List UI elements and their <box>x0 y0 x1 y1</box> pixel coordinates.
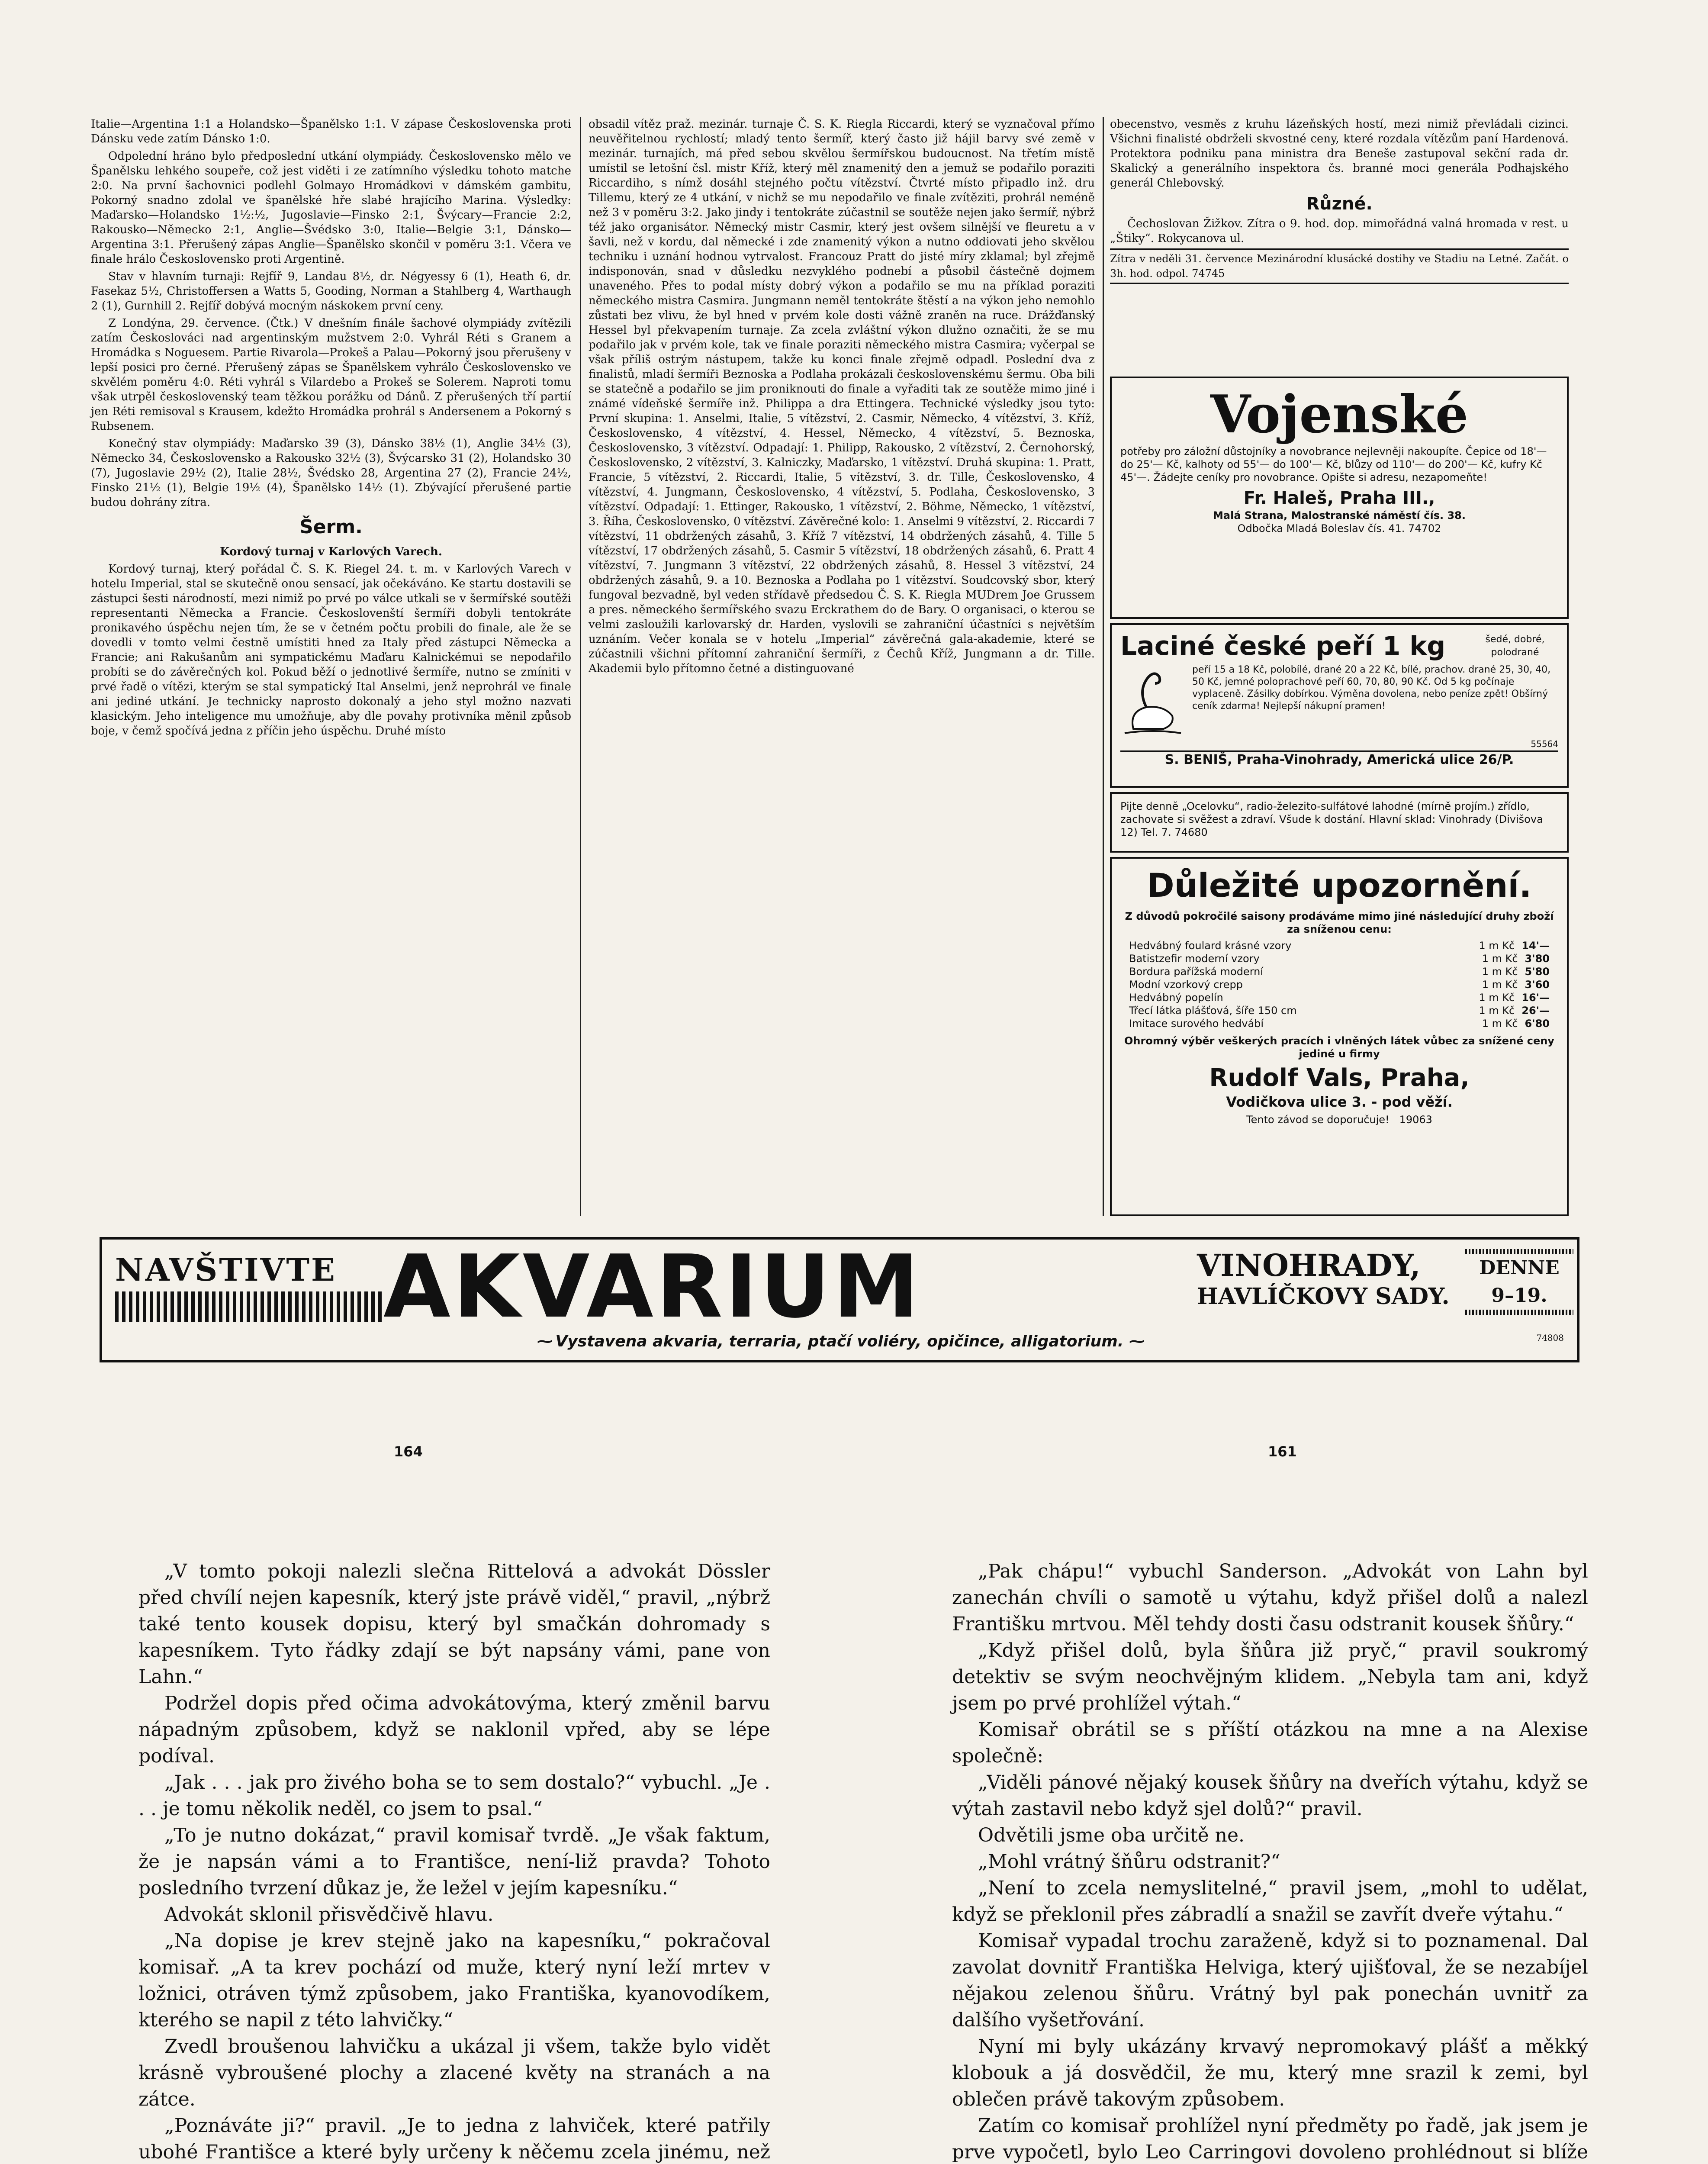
column-divider <box>1103 117 1104 1216</box>
ad-peri-title: Laciné české peří 1 kg <box>1120 631 1446 661</box>
banner-left-text: NAVŠTIVTE <box>115 1251 337 1288</box>
book-paragraph: Zvedl broušenou lahvičku a ukázal ji všem, takže bylo vidět krásně vybroušené plochy a zlacené květy na stranách a na zátce. <box>138 2035 770 2110</box>
price-row <box>1129 1004 1550 1017</box>
ad-vojenske <box>1110 377 1569 619</box>
left-column <box>91 117 571 741</box>
banner-right1: VINOHRADY, <box>1197 1247 1421 1283</box>
ad-peri <box>1110 623 1569 788</box>
book-paragraph: „Když přišel dolů, byla šňůra již pryč,“ pravil soukromý detektiv se svým neochvějným klidem. „Nebyla tam ani, když jsem po prvé prohlížel výtah.“ <box>952 1639 1588 1714</box>
book-page-left <box>138 1558 770 2164</box>
price-row <box>1129 978 1550 991</box>
price-item-unit: 1 m Kč <box>1479 992 1515 1004</box>
page-number-left: 164 <box>394 1443 423 1460</box>
price-item-name: Bordura pařížská moderní <box>1129 966 1264 978</box>
book-paragraph: „V tomto pokoji nalezli slečna Rittelová a advokát Dössler před chvílí nejen kapesník, který jste právě viděl,“ pravil, „nýbrž také tento kousek dopisu, který byl smačkán dohromady s kapesníkem. Tyto řádky zdají se být napsány vámi, pane von Lahn.“ <box>138 1560 770 1688</box>
ad-code: 74808 <box>1536 1333 1564 1343</box>
price-item-price: 26'— <box>1521 1005 1550 1017</box>
price-item-name: Imitace surového hedvábí <box>1129 1018 1264 1030</box>
page-number-right: 161 <box>1268 1443 1297 1460</box>
book-paragraph: „Na dopise je krev stejně jako na kapesníku,“ pokračoval komisař. „A ta krev pochází od muže, který nyní leží mrtev v ložnici, otráven týmž způsobem, jako Františka, kyanovodíkem, kterého se napil z této lahvičky.“ <box>138 1930 770 2031</box>
ad-vals-intro: Z důvodů pokročilé saisony prodáváme mimo jiné následující druhy zboží za sníženou cenu: <box>1125 910 1554 935</box>
price-item-unit: 1 m Kč <box>1482 953 1518 965</box>
banner-stripes <box>1465 1249 1573 1254</box>
book-paragraph: Advokát sklonil přisvědčivě hlavu. <box>164 1903 494 1926</box>
akvarium-banner <box>100 1237 1579 1362</box>
price-item-price: 3'60 <box>1525 979 1550 991</box>
ad-vojenske-branch: Odbočka Mladá Boleslav čís. 41. 74702 <box>1237 522 1441 535</box>
banner-stripes <box>115 1291 383 1322</box>
banner-left <box>115 1253 383 1322</box>
serm-paragraph: obecenstvo, vesměs z kruhu lázeňských hostí, mezi nimiž převládali cizinci. Všichni finalisté obdrželi skvostné ceny, které rozdala vítězům paní Hardenová. Protektora podniku pana ministra dra Beneše zastupoval sekční rada dr. Skalický a generálního inspektora čs. branné moci generála Podhajského generál Chlebovský. <box>1110 118 1569 190</box>
ad-vals-address: Vodičkova ulice 3. - pod věží. <box>1226 1094 1453 1110</box>
price-item-unit: 1 m Kč <box>1482 1018 1518 1030</box>
serm-paragraph: Kordový turnaj, který pořádal Č. S. K. Riegel 24. t. m. v Karlových Varech v hotelu Imperial, stal se skutečně onou sensací, jak očekáváno. Ke startu dostavili se zástupci šesti národností, mezi nimiž po prvé po válce utkali se v šermířské soutěži representanti Německa a Francie. Českoslovenští šermíři dobyli tentokráte pronikavého úspěchu nejen tím, že se v četném počtu probili do finale, ale že se dovedli v tomto velmi čestně umístiti hned za Italy před zástupci Německa a Francie; ani Rakušanům ani sympatickému Maďaru Kalnickémui se nepodařilo probíti se do závěrečných kol. Pokud běží o jednotlivé šermíře, nutno se zmíniti v prvé řadě o vítězi, kterým se stal sympatický Ital Anselmi, jenž neprohrál ve finale ani jediné utkání. Je technicky naprosto dokonalý a jeho styl možno nazvati klasickým. Jeho inteligence mu umožňuje, aby dle povahy protivníka měnil způsob boje, v čemž spočívá jedna z příčin jeho úspěchu. Druhé místo <box>91 563 571 737</box>
banner-bottom-text: Vystavena akvaria, terraria, ptačí voliéry, opičince, alligatorium. <box>555 1333 1124 1350</box>
price-list <box>1129 939 1550 1030</box>
column-divider <box>580 117 581 1216</box>
ad-vojenske-text: potřeby pro záložní důstojníky a novobrance nejlevněji nakoupíte. Čepice od 18'— do 25'— Kč, kalhoty od 55'— do 100'— Kč, blůzy od 110'— do 200'— Kč, kufry Kč 45'—. Žádejte ceníky pro novobrance. Opište si adresu, nezapomeňte! <box>1120 445 1547 483</box>
ad-vojenske-firm: Fr. Haleš, Praha III., <box>1243 488 1435 508</box>
serm-heading: Šerm. <box>299 516 363 538</box>
ad-ocelovka <box>1110 792 1569 853</box>
book-paragraph: „Není to zcela nemyslitelné,“ pravil jsem, „mohl to udělat, když se překlonil přes zábradlí a snažil se zavřít dveře výtahu.“ <box>952 1877 1588 1926</box>
ad-peri-header <box>1120 631 1558 661</box>
ruzne-heading: Různé. <box>1306 194 1373 214</box>
banner-right <box>1197 1248 1450 1311</box>
book-page-right <box>952 1558 1588 2164</box>
ad-vals-footer: Tento závod se doporučuje! 19063 <box>1246 1114 1432 1126</box>
price-item-name: Hedvábný foulard krásné vzory <box>1129 940 1292 952</box>
ad-peri-text: peří 15 a 18 Kč, polobílé, drané 20 a 22 Kč, bílé, prachov. drané 25, 30, 40, 50 Kč, jemné poloprachové peří 60, 70, 80, 90 Kč. Od 5 kg počínaje vyplaceně. Zásilky dobírkou. Výměna dovolena, nebo peníze zpět! Obšírný ceník zdarma! Nejlepší nákupní pramen! <box>1192 664 1551 712</box>
race-notice: Zítra v neděli 31. července Mezinárodní klusácké dostihy ve Stadiu na Letné. Začát. o 3h. hod. odpol. 74745 <box>1110 248 1569 284</box>
chess-paragraph: Italie—Argentina 1:1 a Holandsko—Španělsko 1:1. V zápase Československa proti Dánsku vede zatím Dánsko 1:0. <box>91 118 571 145</box>
banner-bottom <box>102 1333 1577 1350</box>
book-paragraph: Podržel dopis před očima advokátovýma, který změnil barvu nápadným způsobem, když se naklonil vpřed, aby se lépe podíval. <box>138 1692 770 1767</box>
ad-peri-side: šedé, dobré, polodrané <box>1485 634 1545 658</box>
swan-icon <box>1120 664 1185 737</box>
price-row <box>1129 991 1550 1004</box>
price-item-name: Hedvábný popelín <box>1129 992 1223 1004</box>
price-item-name: Batistzefir moderní vzory <box>1129 953 1260 965</box>
chess-paragraph: Odpolední hráno bylo předposlední utkání olympiády. Československo mělo ve Španělsku lehkého soupeře, což jest viděti i ze zatímního výsledku tohoto matche 2:0. Na první šachovnici podlehl Golmayo Hromádkovi v dámském gambitu, Pokorný snadno zdolal ve španělské hře slabé hrajícího Marina. Výsledky: Maďarsko—Holandsko 1½:½, Jugoslavie—Finsko 2:1, Švýcary—Francie 2:2, Rakousko—Německo 2:1, Anglie—Švédsko 3:0, Italie—Belgie 3:1, Dánsko—Argentina 3:1. Přerušený zápas Anglie—Španělsko skončil v poměru 3:1. Včera ve finale hrálo Československo proti Argentině. <box>91 150 571 266</box>
serm-subheading: Kordový turnaj v Karlových Varech. <box>220 545 442 558</box>
banner-swirl: ⁓ <box>1123 1333 1142 1350</box>
ad-vojenske-title: Vojenské <box>1210 384 1469 445</box>
book-paragraph: Nyní mi byly ukázány krvavý nepromokavý plášť a měkký klobouk a já dosvědčil, že mu, který mne srazil k zemi, byl oblečen právě takovým způsobem. <box>952 2035 1588 2110</box>
price-item-price: 16'— <box>1521 992 1550 1004</box>
ruzne-paragraph: Čechoslovan Žižkov. Zítra o 9. hod. dop. mimořádná valná hromada v rest. u „Štiky“. Rokycanova ul. <box>1110 217 1569 245</box>
banner-swirl: ⁓ <box>537 1333 556 1350</box>
ad-vals-outro: Ohromný výběr veškerých pracích i vlněných látek vůbec za snížené ceny jediné u firmy <box>1124 1035 1554 1060</box>
book-paragraph: Komisař vypadal trochu zaraženě, když si to poznamenal. Dal zavolat dovnitř Františka Helviga, který ujišťoval, že se nezabíjel nějakou zelenou šňůru. Vrátný byl pak ponechán uvnitř za dalšího vyšetřování. <box>952 1930 1588 2031</box>
book-paragraph: „Poznáváte ji?“ pravil. „Je to jedna z lahviček, které patřily ubohé Františce a které byly určeny k něčemu zcela jinému, než <box>138 2115 770 2163</box>
banner-hours-box <box>1465 1249 1573 1315</box>
serm-paragraph: obsadil vítěz praž. mezinár. turnaje Č. S. K. Riegla Riccardi, který se vyznačoval přímo neuvěřitelnou rychlostí; mladý tento šermíř, který často již hájil barvy své země v mezinár. turnajích, má před sebou skvělou šermířskou budoucnost. Na třetím místě umístil se letošní čsl. mistr Kříž, který měl znamenitý den a jemuž se podařilo poraziti Riccardiho, s nímž dosáhl stejného počtu vítězství. Čtvrté místo připadlo inž. dru Tillemu, který ze 4 utkání, v nichž se mu nepodařilo ve finale zvítěziti, prohrál neméně než 3 v poměru 3:2. Jako jindy i tentokráte zúčastnil se soutěže nejen jako šermíř, nýbrž též jako organisátor. Německý mistr Casmir, který jest ovšem silnější ve fleuretu a v šavli, než v kordu, dal německé i zde znamenitý výkon a nutno oddiovati jeho skvělou techniku i uznání hodnou vytrvalost. Francouz Pratt do jisté míry zklamal; byl zřejmě indisponován, snad v důsledku nezvyklého podnebí a působil částečně dojmem unaveného. Přes to podal místy dobrý výkon a podařilo se mu na příklad poraziti německého mistra Casmira. Jungmann neměl tentokráte štěstí a na výkon jeho nemohlo zůstati bez vlivu, že byl hned v prvém kole dosti vážně zraněn na ruce. Drážďanský Hessel byl překvapením turnaje. Za zcela zvláštní výkon dlužno označiti, že se mu podařilo jak v prvém kole, tak ve finale poraziti německého mistra Casmira; vyčerpal se však příliš ostrým nástupem, takže ku konci finale zřejmě odpadl. Poslední dva z finalistů, mladí šermíři Beznoska a Podlaha prokázali československému šermu. Oba bili se statečně a podařilo se jim proniknouti do finale a vyřaditi tak ze soutěže mimo jiné i známé vídeňské šermíře inž. Philippa a dra Ettingera. Technické výsledky jsou tyto: První skupina: 1. Anselmi, Italie, 5 vítězství, 2. Casmir, Německo, 4 vítězství, 3. Kříž, Československo, 4 vítězství, 4. Hessel, Německo, 4 vítězství, 5. Beznoska, Československo, 3 vítězství. Odpadají: 1. Philipp, Rakousko, 2 vítězství, 2. Černohorský, Československo, 2 vítězství, 3. Kalniczky, Maďarsko, 1 vítězství. Druhá skupina: 1. Pratt, Francie, 5 vítězství, 2. Riccardi, Italie, 5 vítězství, 3. dr. Tille, Československo, 4 vítězství, 4. Jungmann, Československo, 4 vítězství, 5. Podlaha, Československo, 3 vítězství. Odpadají: 1. Ettinger, Rakousko, 1 vítězství, 2. Böhme, Německo, 1 vítězství, 3. Říha, Československo, 0 vítězství. Závěrečné kolo: 1. Anselmi 9 vítězství, 2. Riccardi 7 vítězství, 11 obdržených zásahů, 3. Kříž 7 vítězství, 14 obdržených zásahů, 4. Tille 5 vítězství, 17 obdržených zásahů, 5. Casmir 5 vítězství, 18 obdržených zásahů, 6. Pratt 4 vítězství, 7. Jungmann 3 vítězství, 22 obdržených zásahů, 8. Hessel 3 vítězství, 24 obdržených zásahů, 9. a 10. Beznoska a Podlaha po 1 vítězství. Soudcovský sbor, který fungoval bezvadně, byl veden střídavě předsedou Č. S. K. Riegla MUDrem Joe Grussem a pres. německého šermířského svazu Erckrathem do de Bary. O organisaci, o kterou se velmi zasloužili karlovarský dr. Harden, vyslovili se zahraniční účastníci s největším uznáním. Večer konala se v hotelu „Imperial“ závěrečná gala-akademie, které se zúčastnili všichni přítomní zahraniční šermíři, z Čechů Kříž, Jungmann a dr. Tille. Akademii bylo přítomno četné a distinguované <box>589 118 1095 675</box>
ad-vals <box>1110 857 1569 1216</box>
banner-stripes <box>1465 1310 1573 1315</box>
banner-hours: DENNE 9–19. <box>1479 1257 1560 1307</box>
book-paragraph: „Pak chápu!“ vybuchl Sanderson. „Advokát von Lahn byl zanechán chvíli o samotě u výtahu, když přišel dolů a nalezl Františku mrtvou. Měl tehdy dosti času odstranit kousek šňůry.“ <box>952 1560 1588 1635</box>
price-item-price: 3'80 <box>1525 953 1550 965</box>
chess-paragraph: Stav v hlavním turnaji: Rejfíř 9, Landau 8½, dr. Négyessy 6 (1), Heath 6, dr. Fasekaz 5½, Christoffersen a Watts 5, Gooding, Norman a Stahlberg 4, Warthaugh 2 (1), Gurnhill 2. Rejfíř dobývá mocným náskokem první ceny. <box>91 270 571 312</box>
ad-vals-title: Důležité upozornění. <box>1147 866 1532 905</box>
right-column <box>1110 117 1569 287</box>
book-paragraph: „To je nutno dokázat,“ pravil komisař tvrdě. „Je však faktum, že je napsán vámi a to Františce, není-liž pravda? Tohoto posledního tvrzení důkaz je, že ležel v jejím kapesníku.“ <box>138 1824 770 1899</box>
ad-ocelovka-text: Pijte denně „Ocelovku“, radio-železito-sulfátové lahodné (mírně projím.) zřídlo, zachovate si svěžest a zdraví. Všude k dostání. Hlavní sklad: Vinohrady (Divišova 12) Tel. 7. 74680 <box>1120 800 1543 838</box>
price-item-unit: 1 m Kč <box>1482 966 1518 978</box>
price-item-name: Modní vzorkový crepp <box>1129 979 1243 991</box>
book-paragraph: „Viděli pánové nějaký kousek šňůry na dveřích výtahu, když se výtah zastavil nebo když sjel dolů?“ pravil. <box>952 1771 1588 1820</box>
price-row <box>1129 952 1550 965</box>
middle-column <box>589 117 1095 679</box>
book-paragraph: Zatím co komisař prohlížel nyní předměty po řadě, jak jsem je prve vypočetl, bylo Leo Carringovi dovoleno prohlédnout si blíže <box>952 2115 1588 2163</box>
banner-main: AKVARIUM <box>383 1237 922 1337</box>
price-item-unit: 1 m Kč <box>1479 1005 1515 1017</box>
ad-peri-body <box>1120 664 1558 737</box>
ad-code: 19063 <box>1399 1114 1432 1126</box>
chess-paragraph: Konečný stav olympiády: Maďarsko 39 (3), Dánsko 38½ (1), Anglie 34½ (3), Německo 34, Československo a Rakousko 32½ (3), Švýcarsko 31 (2), Holandsko 30 (7), Jugoslavie 29½ (2), Italie 28½, Švédsko 28, Argentina 27 (2), Francie 24½, Finsko 21½ (1), Belgie 19½ (4), Španělsko 14½ (1). Zbývající přerušené partie budou dohrány zítra. <box>91 437 571 509</box>
ad-code: 55564 <box>1531 739 1558 749</box>
price-item-unit: 1 m Kč <box>1479 940 1515 952</box>
banner-right2: HAVLÍČKOVY SADY. <box>1197 1283 1450 1310</box>
price-item-name: Třecí látka plášťová, šíře 150 cm <box>1129 1005 1297 1017</box>
book-paragraph: Odvětili jsme oba určitě ne. <box>978 1824 1245 1846</box>
price-row <box>1129 965 1550 978</box>
ad-vojenske-address: Malá Strana, Malostranské náměstí čís. 38. <box>1213 509 1466 522</box>
ad-vals-firm: Rudolf Vals, Praha, <box>1209 1064 1470 1092</box>
price-row <box>1129 1017 1550 1030</box>
book-paragraph: „Jak . . . jak pro živého boha se to sem dostalo?“ vybuchl. „Je . . . je tomu několik neděl, co jsem to psal.“ <box>138 1771 770 1820</box>
price-item-price: 14'— <box>1521 940 1550 952</box>
book-paragraph: Komisař obrátil se s příští otázkou na mne a na Alexise společně: <box>952 1719 1588 1767</box>
price-row <box>1129 939 1550 952</box>
price-item-price: 5'80 <box>1525 966 1550 978</box>
price-item-unit: 1 m Kč <box>1482 979 1518 991</box>
price-item-price: 6'80 <box>1525 1018 1550 1030</box>
ad-peri-firm: S. BENIŠ, Praha-Vinohrady, Americká ulice 26/P. <box>1120 750 1558 766</box>
book-paragraph: „Mohl vrátný šňůru odstranit?“ <box>978 1851 1280 1873</box>
chess-paragraph: Z Londýna, 29. července. (Čtk.) V dnešním finále šachové olympiády zvítězili zatím Českoslováci nad argentinským mužstvem 2:0. Vyhrál Réti s Granem a Hromádka s Noguesem. Partie Rivarola—Prokeš a Palau—Pokorný jsou přerušeny v lepší posici pro černé. Přerušený zápas se Španělskem vyhrálo Československo ve skvělém poměru 4:0. Réti vyhrál s Vilardebo a Prokeš se Solerem. Naproti tomu však utrpěl československý team těžkou porážku od Dánů. Z přerušených tří partií jen Réti remisoval s Krausem, kdežto Hromádka prohrál s Andersenem a Pokorný s Rubsenem. <box>91 317 571 433</box>
ad-code: 74702 <box>1408 522 1441 535</box>
